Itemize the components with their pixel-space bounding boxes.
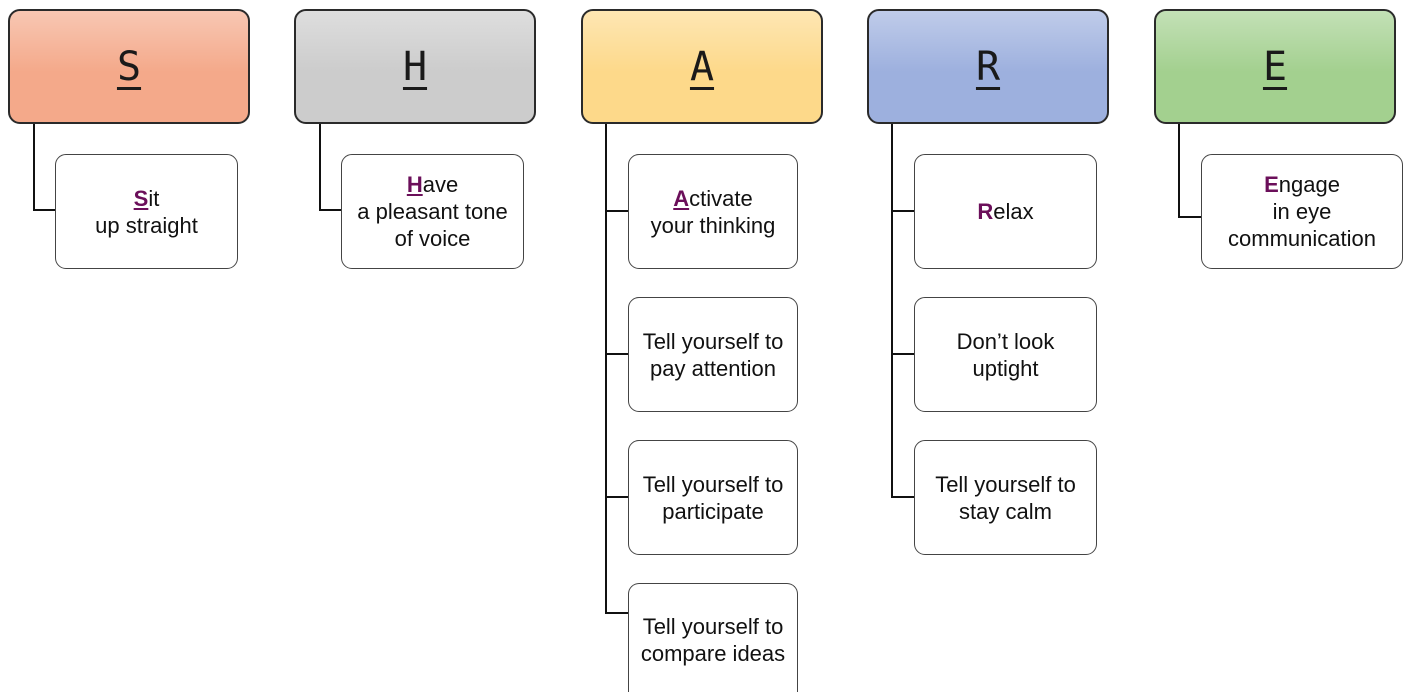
card-line: compare ideas [640,641,786,666]
card-line: participate [662,498,764,524]
header-letter: S [116,43,142,90]
card-line: Tell yourself to [642,614,784,639]
connector-branch [319,209,341,211]
item-card [628,297,798,412]
item-card [914,297,1097,412]
card-line: stay calm [959,498,1052,524]
connector-trunk [1178,124,1180,218]
item-card [914,154,1097,269]
card-line: in eye [1272,199,1332,224]
item-card [341,154,524,269]
card-text: it [148,185,160,211]
header-box-a [581,9,823,124]
item-card [1201,154,1403,269]
card-line: communication [1228,226,1376,251]
header-box-h [294,9,536,124]
header-box-e [1154,9,1396,124]
item-card [628,154,798,269]
connector-branch [605,353,628,355]
connector-trunk [891,124,893,498]
item-card [914,440,1097,555]
item-card [55,154,238,269]
card-line: Tell yourself to [935,471,1076,497]
card-text: ngage [1278,172,1340,197]
card-text: ave [422,172,459,197]
header-letter: E [1262,43,1288,90]
item-card [628,440,798,555]
header-box-r [867,9,1109,124]
card-line: uptight [972,355,1039,381]
lead-letter: S [133,185,149,211]
item-card [628,583,798,692]
header-letter: A [689,43,715,90]
card-line [673,185,752,212]
header-letter: H [402,43,428,90]
connector-branch [605,210,628,212]
card-line: Tell yourself to [642,471,784,497]
card-line [1264,171,1340,198]
card-line: your thinking [650,212,776,238]
header-box-s [8,9,250,124]
header-letter: R [975,43,1001,90]
card-line: up straight [95,212,198,238]
card-line: a pleasant tone [357,199,508,224]
connector-branch [33,209,55,211]
card-line: Tell yourself to [642,328,784,354]
connector-trunk [33,124,35,211]
connector-trunk [605,124,607,614]
connector-branch [891,353,914,355]
connector-branch [605,612,628,614]
lead-letter: A [673,185,690,211]
card-line [407,171,458,198]
lead-letter: E [1264,172,1279,197]
connector-branch [891,210,914,212]
lead-letter: R [977,199,994,224]
card-line [977,198,1033,225]
card-line: Don’t look [956,328,1055,354]
connector-trunk [319,124,321,211]
card-text: elax [993,199,1034,224]
card-text: ctivate [689,185,753,211]
connector-branch [891,496,914,498]
lead-letter: H [406,172,423,197]
card-line: pay attention [650,355,776,381]
connector-branch [1178,216,1201,218]
card-line [134,185,160,212]
card-line: of voice [394,226,471,251]
connector-branch [605,496,628,498]
